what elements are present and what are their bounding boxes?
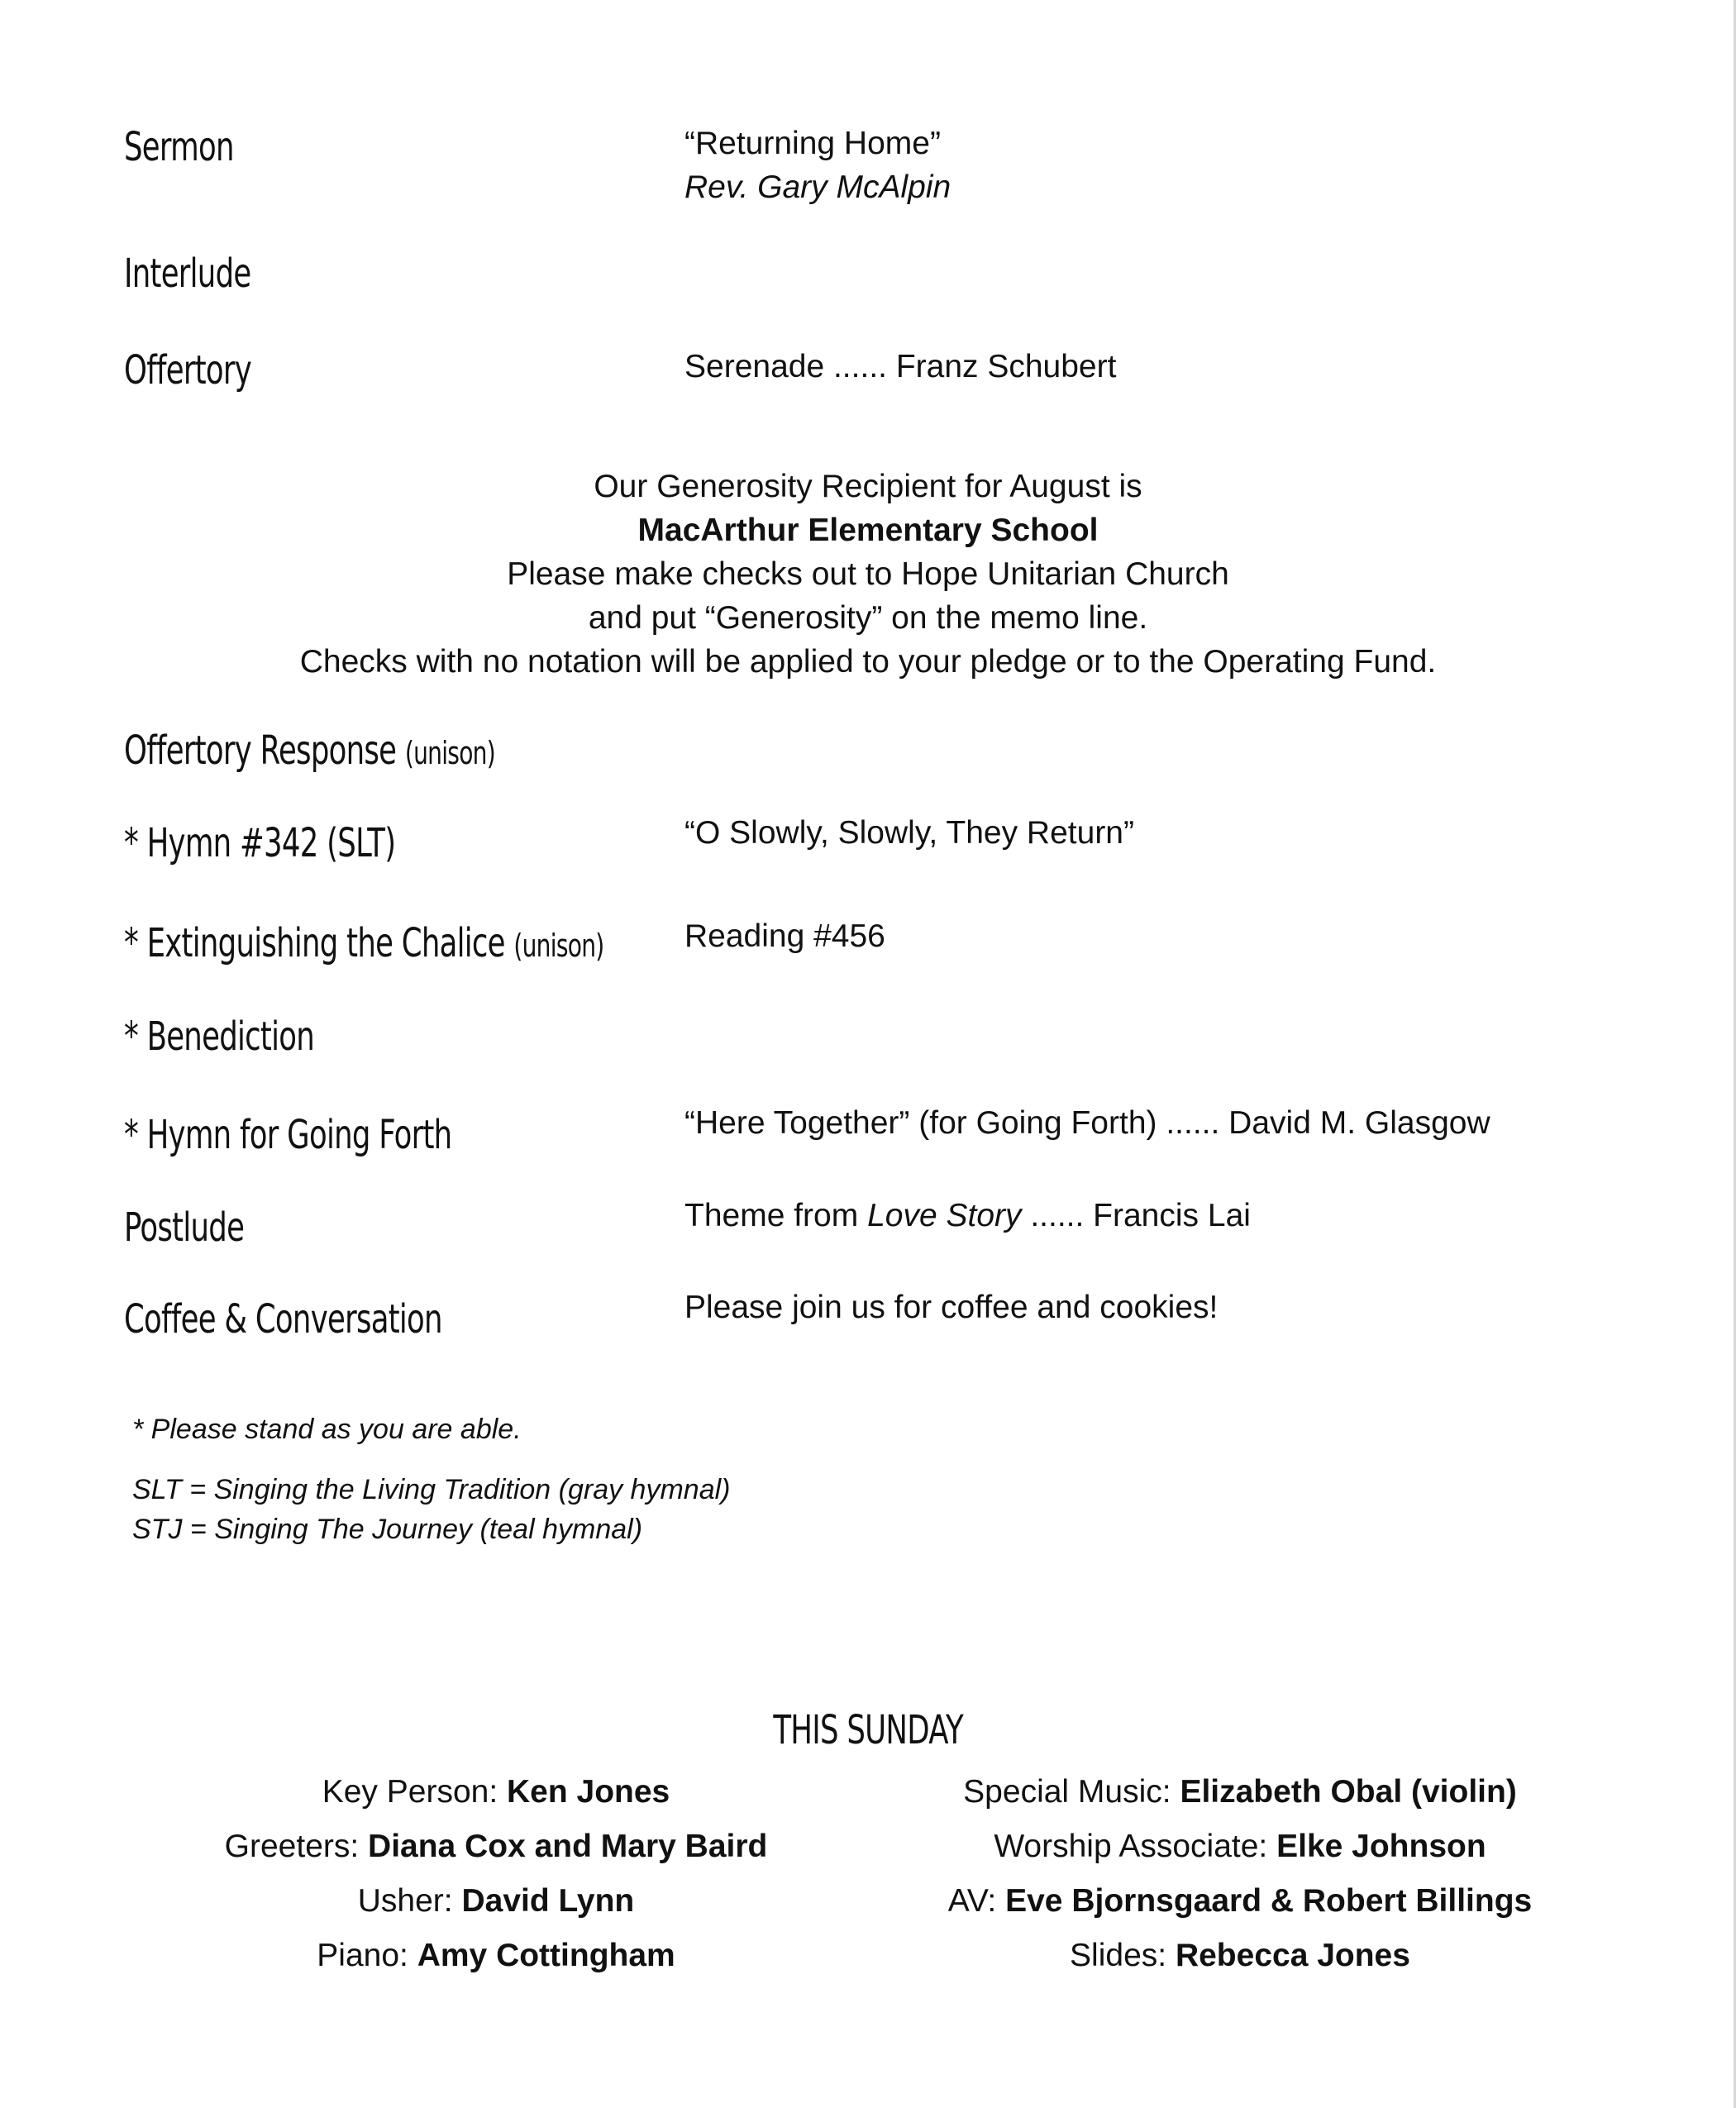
offertory-music: Serenade ...... Franz Schubert	[684, 349, 1117, 384]
hymn-title: “O Slowly, Slowly, They Return”	[684, 815, 1134, 851]
staff-name: Eve Bjornsgaard & Robert Billings	[1005, 1883, 1533, 1919]
sermon-title-text: “Returning Home”	[684, 126, 941, 161]
sermon-label: Sermon	[124, 124, 234, 170]
staff-greeters	[124, 1819, 868, 1874]
staff-role: Special Music:	[963, 1774, 1180, 1810]
generosity-line-3: Please make checks out to Hope Unitarian Church	[507, 556, 1229, 592]
generosity-line-5: Checks with no notation will be applied to your pledge or to the Operating Fund.	[299, 644, 1437, 680]
chalice-label-text: * Extinguishing the Chalice	[124, 920, 505, 966]
chalice-reading: Reading #456	[684, 918, 885, 954]
staff-usher	[124, 1874, 868, 1929]
this-sunday-heading	[0, 1707, 1736, 1753]
coffee-text: Please join us for coffee and cookies!	[684, 1290, 1219, 1325]
going-forth-title: “Here Together” (for Going Forth) ...... David M. Glasgow	[684, 1105, 1490, 1141]
footnote-slt: SLT = Singing the Living Tradition (gray hymnal)	[132, 1474, 731, 1505]
staff-role: Slides:	[1070, 1938, 1176, 1973]
staff-piano	[124, 1929, 868, 1983]
interlude-label: Interlude	[124, 250, 251, 297]
staff-role: AV:	[947, 1883, 1006, 1919]
this-sunday-heading-text: THIS SUNDAY	[773, 1707, 963, 1753]
staff-worship-associate	[868, 1819, 1612, 1874]
staff-role: Worship Associate:	[994, 1829, 1277, 1864]
generosity-line-4: and put “Generosity” on the memo line.	[588, 600, 1148, 636]
hymn-label: * Hymn #342 (SLT)	[124, 820, 396, 866]
offertory-response-note: (unison)	[404, 735, 495, 771]
postlude-label: Postlude	[124, 1204, 245, 1251]
staff-name: Amy Cottingham	[417, 1938, 675, 1973]
postlude-work: Love Story	[867, 1198, 1022, 1233]
staff-name: Diana Cox and Mary Baird	[368, 1829, 768, 1864]
generosity-line-1: Our Generosity Recipient for August is	[594, 469, 1142, 504]
staff-role: Piano:	[317, 1938, 417, 1973]
offertory-response-text: Offertory Response	[124, 727, 397, 774]
staff-name: Elizabeth Obal (violin)	[1180, 1774, 1517, 1810]
generosity-note	[0, 465, 1736, 684]
offertory-response-label	[124, 729, 495, 773]
generosity-recipient: MacArthur Elementary School	[637, 513, 1099, 548]
coffee-label: Coffee & Conversation	[124, 1296, 442, 1343]
staff-list-left	[124, 1765, 868, 1983]
staff-name: Elke Johnson	[1276, 1829, 1486, 1864]
footnote-stj: STJ = Singing The Journey (teal hymnal)	[132, 1514, 643, 1545]
staff-name: Ken Jones	[507, 1774, 670, 1810]
staff-slides	[868, 1929, 1612, 1983]
staff-av	[868, 1874, 1612, 1929]
chalice-label	[124, 922, 604, 966]
staff-key-person	[124, 1765, 868, 1819]
footnote-hymnals	[132, 1470, 730, 1549]
postlude-music	[684, 1195, 1251, 1238]
staff-special-music	[868, 1765, 1612, 1819]
postlude-suffix: ...... Francis Lai	[1021, 1198, 1251, 1233]
sermon-speaker: Rev. Gary McAlpin	[684, 169, 951, 205]
staff-name: David Lynn	[461, 1883, 635, 1919]
staff-role: Key Person:	[322, 1774, 508, 1810]
chalice-note: (unison)	[513, 928, 604, 964]
benediction-label: * Benediction	[124, 1013, 315, 1060]
going-forth-label: * Hymn for Going Forth	[124, 1112, 452, 1158]
staff-role: Usher:	[357, 1883, 462, 1919]
staff-name: Rebecca Jones	[1175, 1938, 1410, 1973]
postlude-prefix: Theme from	[684, 1198, 868, 1233]
footnote-stand: * Please stand as you are able.	[132, 1414, 522, 1445]
sermon-title	[684, 122, 951, 209]
offertory-label: Offertory	[124, 347, 252, 393]
staff-role: Greeters:	[224, 1829, 369, 1864]
staff-list-right	[868, 1765, 1612, 1983]
